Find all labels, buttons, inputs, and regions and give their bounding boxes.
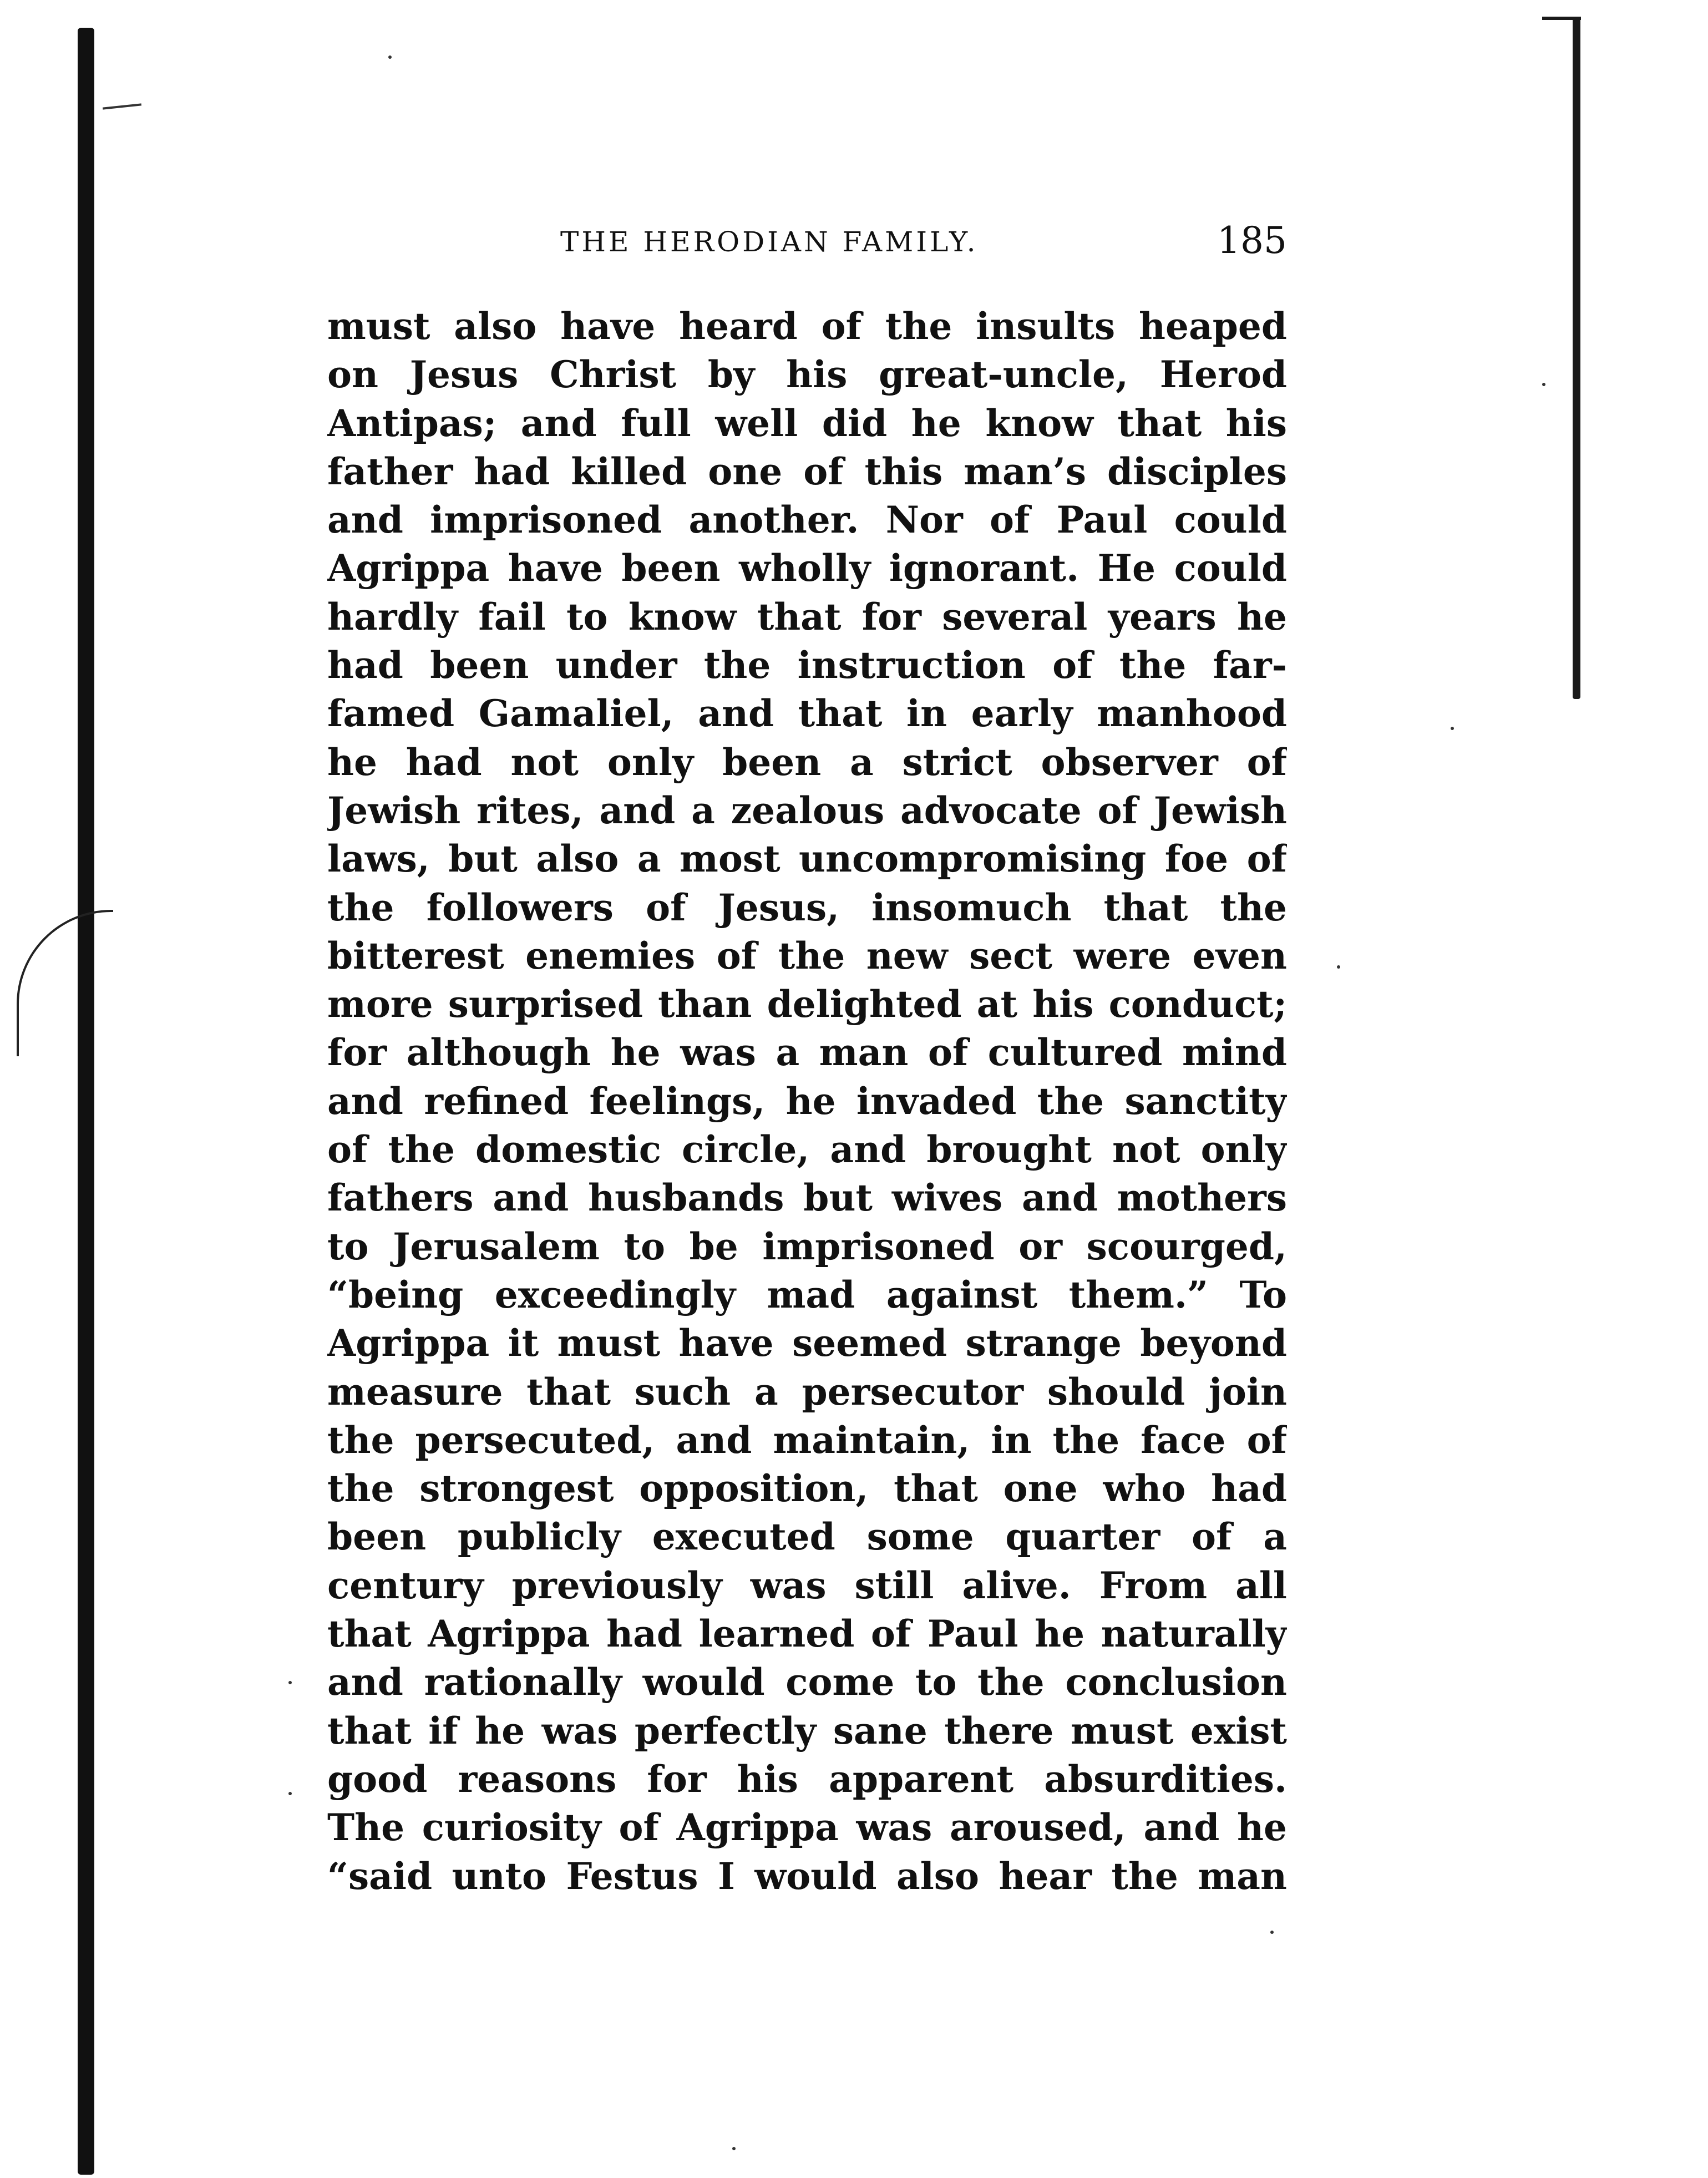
text-line: that if he was perfectly sane there must exist	[327, 1709, 1287, 1752]
text-line: the strongest opposition, that one who had	[327, 1467, 1287, 1511]
text-line: must also have heard of the insults heaped	[327, 305, 1287, 348]
text-line: The curiosity of Agrippa was aroused, and he	[327, 1806, 1287, 1850]
running-title: THE HERODIAN FAMILY.	[560, 226, 979, 258]
scan-speck	[288, 1681, 292, 1684]
text-line: the followers of Jesus, insomuch that the	[327, 885, 1287, 929]
text-line: good reasons for his apparent absurdities.	[327, 1757, 1287, 1801]
text-line: to Jerusalem to be imprisoned or scourged,	[327, 1224, 1287, 1268]
right-page-edge	[1573, 17, 1580, 699]
text-line: of the domestic circle, and brought not only	[327, 1128, 1287, 1172]
text-line: for although he was a man of cultured mind	[327, 1031, 1287, 1075]
scan-speck	[1542, 383, 1545, 386]
right-edge-tick	[1542, 17, 1581, 20]
text-line: and imprisoned another. Nor of Paul could	[327, 498, 1287, 542]
page-header	[327, 219, 1287, 269]
margin-mark	[103, 103, 141, 109]
text-line: father had killed one of this man’s disciples	[327, 449, 1287, 493]
scan-speck	[1451, 727, 1454, 730]
text-line: he had not only been a strict observer of	[327, 740, 1287, 784]
text-line: laws, but also a most uncompromising foe of	[327, 837, 1287, 881]
text-line: on Jesus Christ by his great-uncle, Herod	[327, 353, 1287, 397]
scan-speck	[288, 1792, 292, 1795]
page-number: 185	[1217, 219, 1287, 262]
text-line: Jewish rites, and a zealous advocate of Jewish	[327, 788, 1287, 832]
text-line: century previously was still alive. From all	[327, 1563, 1287, 1607]
text-line: hardly fail to know that for several years he	[327, 595, 1287, 639]
scan-speck	[1270, 1931, 1274, 1934]
text-line: more surprised than delighted at his conduct;	[327, 982, 1287, 1026]
text-line: Agrippa have been wholly ignorant. He could	[327, 546, 1287, 590]
margin-arc-mark	[17, 910, 113, 1056]
text-line: famed Gamaliel, and that in early manhood	[327, 692, 1287, 736]
text-line: had been under the instruction of the far-	[327, 644, 1287, 687]
left-binding-edge	[78, 28, 94, 2175]
text-line: bitterest enemies of the new sect were even	[327, 934, 1287, 977]
text-line: “said unto Festus I would also hear the man	[327, 1854, 1287, 1898]
text-line: “being exceedingly mad against them.” To	[327, 1273, 1287, 1316]
text-line: Agrippa it must have seemed strange beyond	[327, 1321, 1287, 1365]
scan-speck	[388, 55, 392, 59]
text-line: the persecuted, and maintain, in the face of	[327, 1418, 1287, 1462]
scan-speck	[732, 2147, 736, 2150]
text-line: and refined feelings, he invaded the sanctity	[327, 1079, 1287, 1123]
text-line: that Agrippa had learned of Paul he naturally	[327, 1612, 1287, 1656]
text-line: fathers and husbands but wives and mothers	[327, 1176, 1287, 1220]
text-line: Antipas; and full well did he know that his	[327, 401, 1287, 445]
body-text	[327, 302, 1287, 1901]
text-line: and rationally would come to the conclusion	[327, 1660, 1287, 1704]
text-line: been publicly executed some quarter of a	[327, 1515, 1287, 1559]
text-line: measure that such a persecutor should join	[327, 1370, 1287, 1414]
scan-speck	[1337, 965, 1340, 969]
